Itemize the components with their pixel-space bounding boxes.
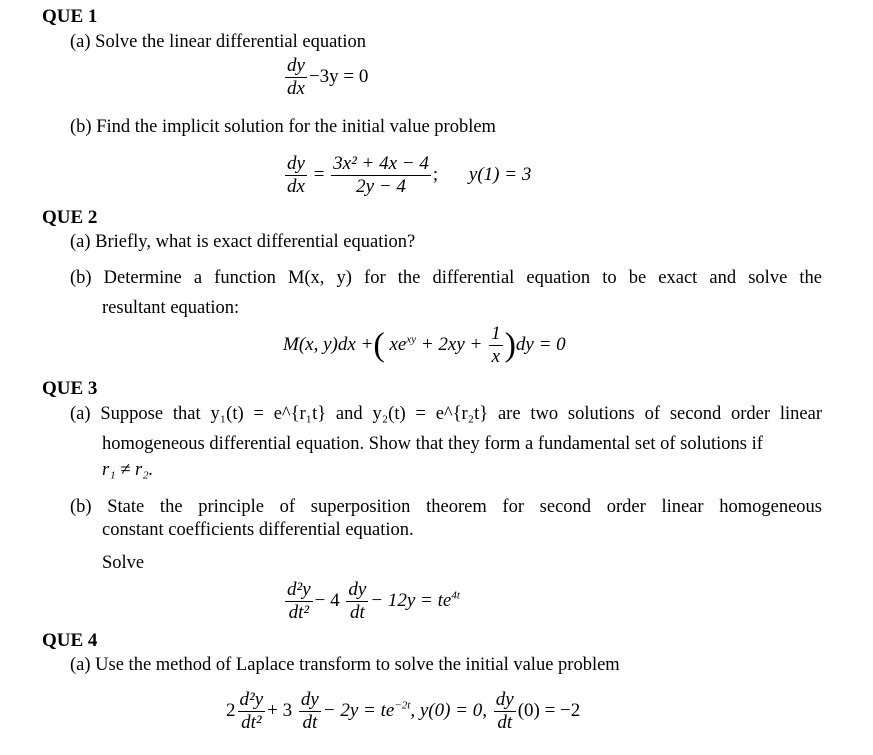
que3-solve-label: Solve xyxy=(102,553,145,573)
que1a-equation: $\frac{dy}{dx}$ −3y = 0 xyxy=(287,55,369,99)
que3a-line3: r₁ ≠ r₂. xyxy=(102,460,154,480)
que1b-text: (b) Find the implicit solution for the initial value problem xyxy=(70,117,496,137)
que1a-text: (a) Solve the linear differential equation xyxy=(70,32,367,52)
que3a-line2: homogeneous differential equation. Show that they form a fundamental set of solutions if xyxy=(102,434,763,454)
que4a-equation: 2 $\frac{\text{d²y}}{\text{dt²}}$ + 3 $\frac{dy}{dt}$ − $2y = te^{-2t}$, y(0) = 0, $\frac{dy}{dt}$ (0) = −2 xyxy=(226,689,581,733)
que2b-line1: (b) Determine a function M(x, y) for the differential equation to be exact and solve the xyxy=(70,268,822,288)
que4-title: QUE 4 xyxy=(42,630,98,651)
que3-title: QUE 3 xyxy=(42,378,98,399)
que3b-line1: (b) State the principle of superposition theorem for second order linear homogeneous xyxy=(70,497,822,517)
que2a-text: (a) Briefly, what is exact differential equation? xyxy=(70,232,416,252)
que4a-text: (a) Use the method of Laplace transform to solve the initial value problem xyxy=(70,655,620,675)
que3b-equation: $\frac{\text{d²y}}{\text{dt²}}$ − 4 $\frac{dy}{dt}$ − $12y = te^{4t}$ xyxy=(287,579,460,623)
que3b-line2: constant coefficients differential equation. xyxy=(102,520,414,540)
que2b-line2: resultant equation: xyxy=(102,298,240,318)
que2-title: QUE 2 xyxy=(42,207,98,228)
que2b-equation: M(x, y)dx +( $xe^{xy} + 2xy$ + $\frac{1}{x}$ )dy = 0 xyxy=(283,323,566,367)
que1b-equation: $\frac{dy}{dx}$ = $\frac{\text{3x² + 4x − 4}}{2y - 4}$ ; y(1) = 3 xyxy=(287,153,532,197)
que3a-line1: (a) Suppose that y₁(t) = e^{r₁t} and y₂(t) = e^{r₂t} are two solutions of second order linear xyxy=(70,404,822,424)
que1-title: QUE 1 xyxy=(42,6,98,27)
